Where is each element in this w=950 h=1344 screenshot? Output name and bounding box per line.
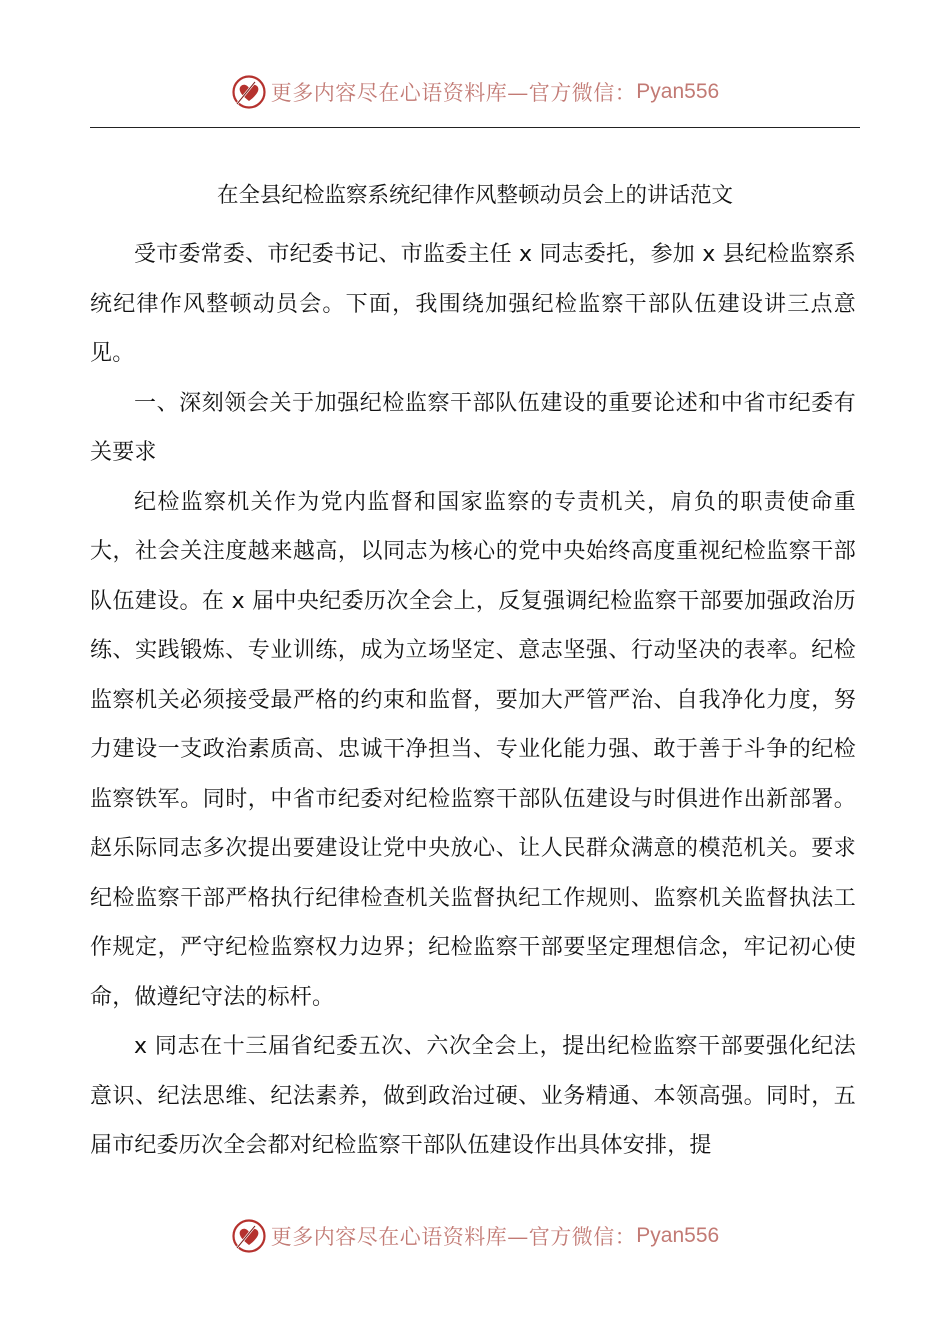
paragraph: 受市委常委、市纪委书记、市监委主任 x 同志委托，参加 x 县纪检监察系统纪律作风整顿动员会。下面，我围绕加强纪检监察干部队伍建设讲三点意见。 — [90, 242, 856, 366]
paragraph: x 同志在十三届省纪委五次、六次全会上，提出纪检监察干部要强化纪法意识、纪法思维、纪法素养，做到政治过硬、业务精通、本领高强。同时，五届市纪委历次全会都对纪检监察干部队伍建设作出具体安排，提 — [90, 1034, 856, 1158]
heart-pen-logo-icon — [231, 1218, 267, 1254]
header-divider — [90, 127, 860, 128]
document-title: 在全县纪检监察系统纪律作风整顿动员会上的讲话范文 — [216, 183, 733, 208]
document-body — [90, 230, 870, 1171]
header-banner-text: 更多内容尽在心语资料库—官方微信： — [270, 81, 637, 105]
footer-banner-text: 更多内容尽在心语资料库—官方微信： — [270, 1225, 637, 1249]
header-banner — [0, 70, 950, 114]
heart-pen-logo-icon — [231, 74, 267, 110]
header-banner-wechat-id: Pyan556 — [636, 80, 720, 103]
footer-banner — [0, 1214, 950, 1258]
paragraph: 纪检监察机关作为党内监督和国家监察的专责机关，肩负的职责使命重大，社会关注度越来越高，以同志为核心的党中央始终高度重视纪检监察干部队伍建设。在 x 届中央纪委历次全会上，反复强调纪检监察干部要加强政治历练、实践锻炼、专业训练，成为立场坚定、意志坚强、行动坚决的表率。纪检监察机关必须接受最严格的约束和监督，要加大严管严治、自我净化力度，努力建设一支政治素质高、忠诚干净担当、专业化能力强、敢于善于斗争的纪检监察铁军。同时，中省市纪委对纪检监察干部队伍建设与时俱进作出新部署。赵乐际同志多次提出要建设让党中央放心、让人民群众满意的模范机关。要求纪检监察干部严格执行纪律检查机关监督执纪工作规则、监察机关监督执法工作规定，严守纪检监察权力边界；纪检监察干部要坚定理想信念，牢记初心使命，做遵纪守法的标杆。 — [90, 489, 856, 1010]
section-heading: 一、深刻领会关于加强纪检监察干部队伍建设的重要论述和中省市纪委有关要求 — [90, 390, 856, 465]
footer-banner-wechat-id: Pyan556 — [636, 1224, 720, 1247]
